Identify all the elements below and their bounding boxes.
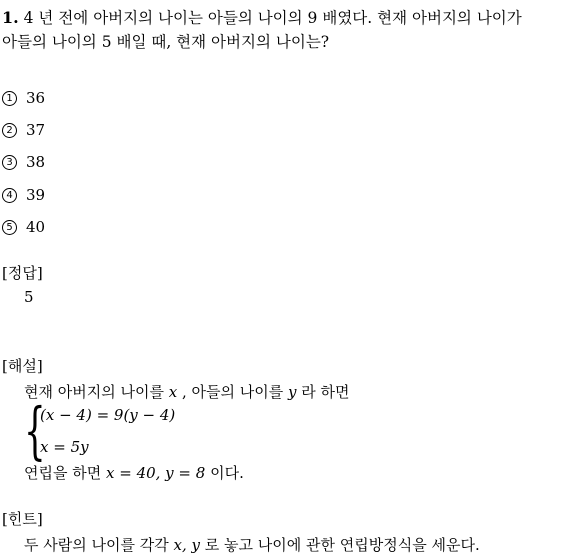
explanation-line-3: [24, 462, 244, 483]
hint-text-b: 로 놓고 나이에 관한 연립방정식을 세운다.: [204, 536, 480, 554]
math-var-x: x: [168, 383, 178, 401]
math-var-y: y: [288, 383, 297, 401]
choice-text: 39: [26, 186, 46, 204]
choice-marker-icon: 1: [2, 91, 17, 106]
explanation-text: 이다.: [210, 464, 244, 482]
choice-marker-icon: 2: [2, 123, 17, 138]
choice-3[interactable]: [2, 153, 45, 171]
solution-math: x = 40, y = 8: [106, 464, 206, 482]
answer-value: 5: [24, 288, 34, 306]
choice-2[interactable]: [2, 121, 45, 139]
left-brace-icon: {: [24, 394, 46, 467]
explanation-text: 라 하면: [301, 383, 350, 401]
choice-text: 36: [26, 89, 46, 107]
choice-marker-icon: 5: [2, 220, 17, 235]
explanation-label: [해설]: [2, 357, 43, 375]
equation-2: x = 5y: [40, 438, 89, 456]
hint-text-a: 두 사람의 나이를 각각: [24, 536, 169, 554]
explanation-text: 연립을 하면: [24, 464, 102, 482]
choice-marker-icon: 4: [2, 188, 17, 203]
question-number: 1.: [2, 8, 19, 27]
question-text-1: 4 년 전에 아버지의 나이는 아들의 나이의 9 배였다. 현재 아버지의 나이가: [23, 9, 522, 27]
question-line-1: [2, 6, 522, 28]
explanation-line-1: [24, 381, 350, 402]
equation-1: (x − 4) = 9(y − 4): [40, 406, 176, 424]
explanation-text: , 아들의 나이를: [181, 383, 284, 401]
choice-text: 40: [26, 218, 46, 236]
choice-5[interactable]: [2, 218, 45, 236]
choice-text: 37: [26, 121, 46, 139]
choice-4[interactable]: [2, 186, 45, 204]
choice-text: 38: [26, 153, 46, 171]
choice-marker-icon: 3: [2, 155, 17, 170]
hint-label: [힌트]: [2, 510, 43, 528]
hint-math: x, y: [173, 536, 200, 554]
answer-label: [정답]: [2, 264, 43, 282]
question-line-2: 아들의 나이의 5 배일 때, 현재 아버지의 나이는?: [2, 33, 330, 51]
choice-1[interactable]: [2, 89, 45, 107]
explanation-text: 현재 아버지의 나이를: [24, 383, 164, 401]
